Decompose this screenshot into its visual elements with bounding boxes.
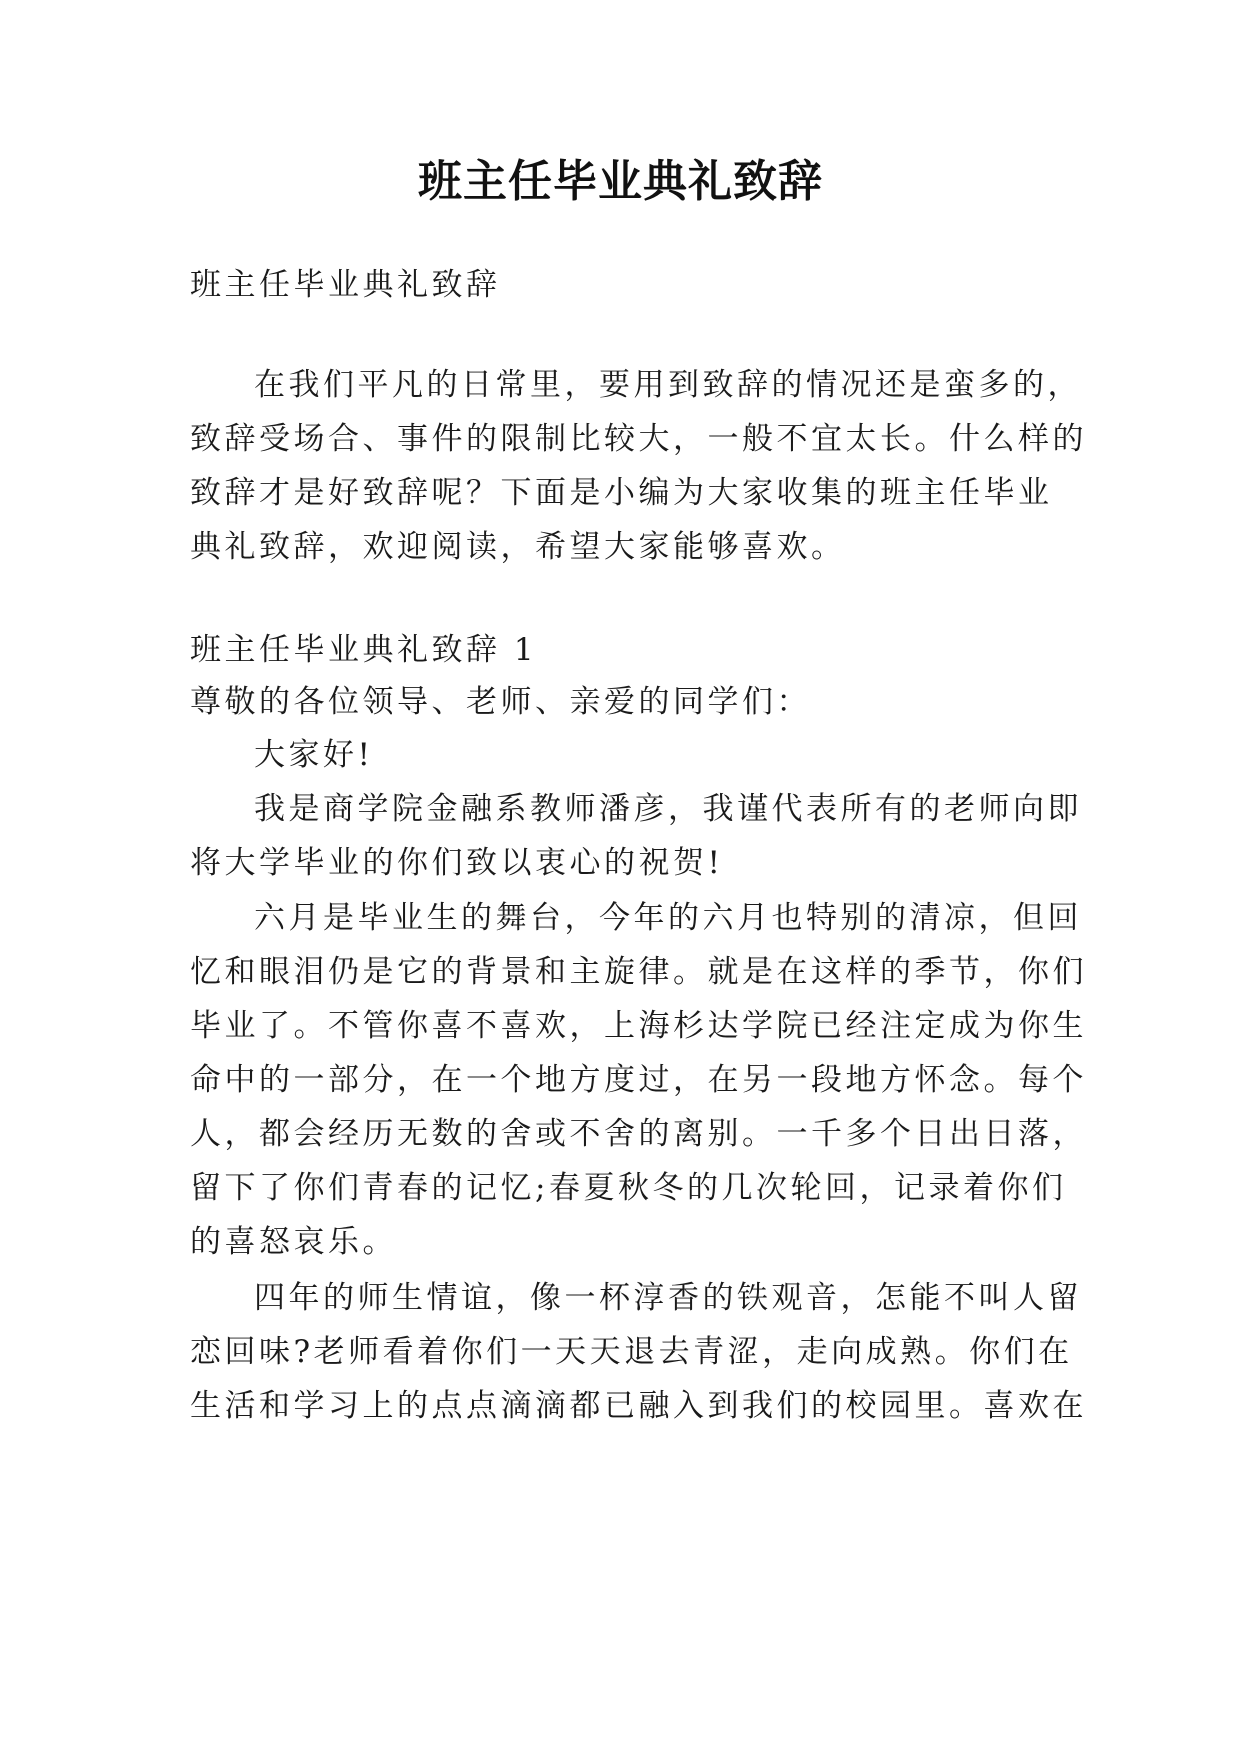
paragraph-line: 将大学毕业的你们致以衷心的祝贺! [190,845,724,881]
paragraph-line: 忆和眼泪仍是它的背景和主旋律。就是在这样的季节，你们 [190,954,1087,990]
paragraph-line: 人，都会经历无数的舍或不舍的离别。一千多个日出日落， [190,1116,1087,1152]
paragraph-line: 留下了你们青春的记忆;春夏秋冬的几次轮回，记录着你们 [190,1170,1067,1206]
greeting: 大家好! [254,737,374,773]
section-heading: 班主任毕业典礼致辞 1 [190,632,538,668]
paragraph-line: 生活和学习上的点点滴滴都已融入到我们的校园里。喜欢在 [190,1388,1087,1424]
paragraph-line: 命中的一部分，在一个地方度过，在另一段地方怀念。每个 [190,1062,1087,1098]
intro-line: 在我们平凡的日常里，要用到致辞的情况还是蛮多的， [254,367,1082,403]
paragraph-line: 的喜怒哀乐。 [190,1224,397,1260]
document-title: 班主任毕业典礼致辞 [418,156,823,207]
paragraph-line: 恋回味?老师看着你们一天天退去青涩，走向成熟。你们在 [190,1334,1073,1370]
salutation: 尊敬的各位领导、老师、亲爱的同学们： [190,684,811,720]
document-body [190,255,1087,1655]
intro-line: 典礼致辞，欢迎阅读，希望大家能够喜欢。 [190,529,846,565]
intro-line: 致辞受场合、事件的限制比较大，一般不宜太长。什么样的 [190,421,1087,457]
paragraph-line: 毕业了。不管你喜不喜欢，上海杉达学院已经注定成为你生 [190,1008,1087,1044]
paragraph-line: 四年的师生情谊，像一杯淳香的铁观音，怎能不叫人留 [254,1280,1082,1316]
paragraph-line: 六月是毕业生的舞台，今年的六月也特别的清凉，但回 [254,900,1082,936]
paragraph-line: 我是商学院金融系教师潘彦，我谨代表所有的老师向即 [254,791,1082,827]
subtitle: 班主任毕业典礼致辞 [190,267,501,303]
intro-line: 致辞才是好致辞呢？下面是小编为大家收集的班主任毕业 [190,475,1053,511]
